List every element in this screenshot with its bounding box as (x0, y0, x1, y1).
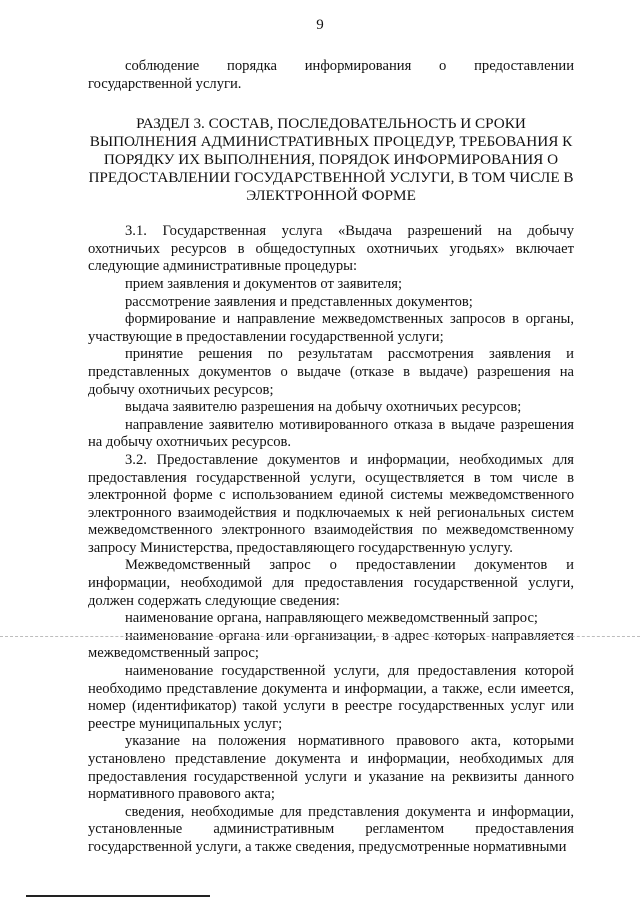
footer-rule (26, 895, 210, 897)
intro-paragraph: соблюдение порядка информирования о предоставлении государственной услуги. (88, 58, 574, 92)
section-heading: РАЗДЕЛ 3. СОСТАВ, ПОСЛЕДОВАТЕЛЬНОСТЬ И СРОКИ ВЫПОЛНЕНИЯ АДМИНИСТРАТИВНЫХ ПРОЦЕДУР, ТРЕБОВАНИЯ К ПОРЯДКУ ИХ ВЫПОЛНЕНИЯ, ПОРЯДОК ИНФОРМИРОВАНИЯ О ПРЕДОСТАВЛЕНИИ ГОСУДАРСТВЕННОЙ УСЛУГИ, В ТОМ ЧИСЛЕ В ЭЛЕКТРОННОЙ ФОРМЕ (88, 115, 574, 205)
list-item: указание на положения нормативного правового акта, которыми установлено представление документа и информации, необходимых для предоставления государственной услуги и указание на реквизиты данного нормативного правового акта; (88, 733, 574, 803)
paragraph-3-1: 3.1. Государственная услуга «Выдача разрешений на добычу охотничьих ресурсов в общедоступных охотничьих угодьях» включает следующие административные процедуры: (88, 223, 574, 275)
page-number: 9 (316, 17, 324, 33)
paragraph-3-2: 3.2. Предоставление документов и информации, необходимых для предоставления государственной услуги, осуществляется в том числе в электронной форме с использованием единой системы межведомственного электронного взаимодействия и подключаемых к ней региональных систем межведомственного электронного взаимодействия по межведомственному запросу Министерства, предоставляющего государственную услугу. (88, 451, 574, 556)
list-item: сведения, необходимые для представления документа и информации, установленные административным регламентом предоставления государственной услуги, а также сведения, предусмотренные нормативными (88, 803, 574, 855)
document-body (88, 58, 574, 857)
list-item: наименование государственной услуги, для предоставления которой необходимо представление документа и информации, а также, если имеется, номер (идентификатор) такой услуги в реестре государственных услуг или реестре муниципальных услуг; (88, 663, 574, 732)
list-item: рассмотрение заявления и представленных документов; (125, 293, 473, 310)
list-item: выдача заявителю разрешения на добычу охотничьих ресурсов; (125, 399, 522, 416)
list-item: наименование органа, направляющего межведомственный запрос; (125, 610, 538, 627)
list-item: принятие решения по результатам рассмотрения заявления и представленных документов о выдаче (отказе в выдаче) разрешения на добычу охотничьих ресурсов; (88, 346, 574, 398)
list-item: прием заявления и документов от заявителя; (125, 275, 403, 292)
scan-artifact-line (0, 636, 640, 637)
paragraph: Межведомственный запрос о предоставлении документов и информации, необходимой для предоставления государственной услуги, должен содержать следующие сведения: (88, 557, 574, 609)
list-item: направление заявителю мотивированного отказа в выдаче разрешения на добычу охотничьих ресурсов. (88, 416, 574, 451)
list-item: наименование органа или организации, в адрес которых направляется межведомственный запрос; (88, 627, 574, 662)
list-item: формирование и направление межведомственных запросов в органы, участвующие в предоставлении государственной услуги; (88, 311, 574, 345)
